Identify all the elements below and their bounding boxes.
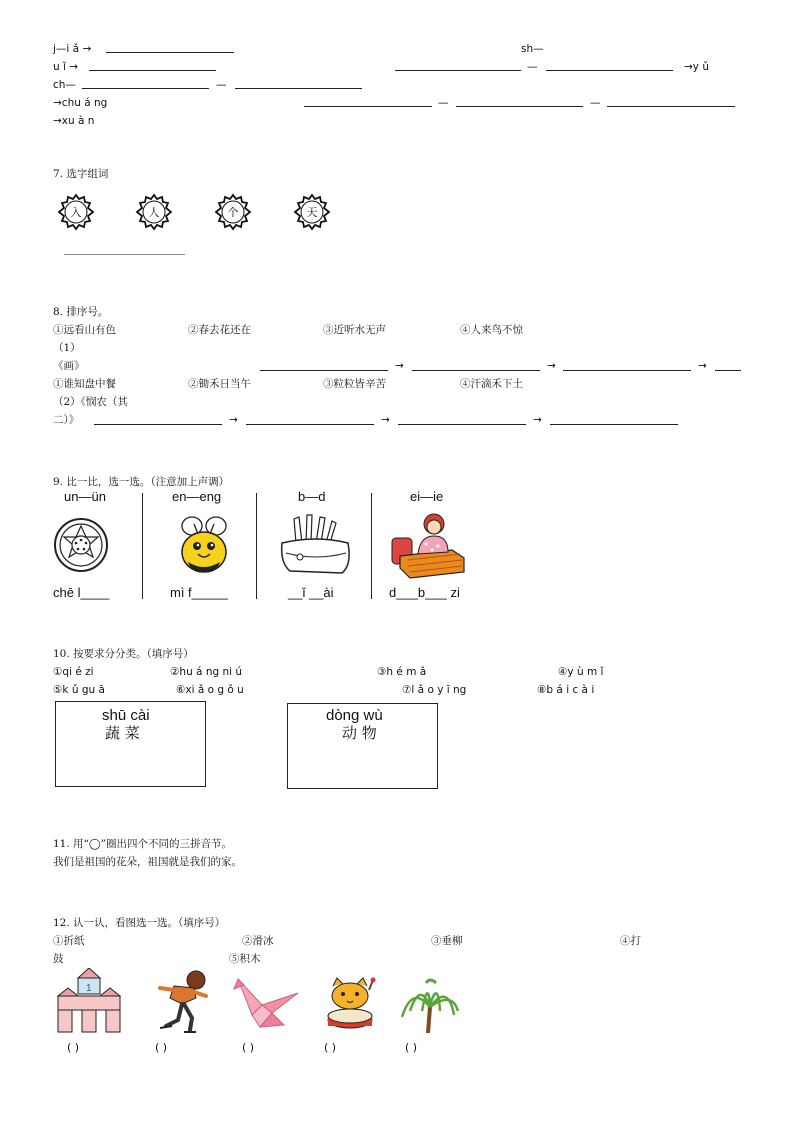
- answer-blank[interactable]: [64, 254, 185, 255]
- top-line-jia: j—i ǎ →: [53, 43, 92, 55]
- top-dash: —: [216, 79, 227, 91]
- q8-line: ②春去花还在: [188, 324, 251, 336]
- box-pinyin: shū cài: [102, 707, 150, 724]
- answer-blank[interactable]: [260, 370, 388, 371]
- q8-line: ④人来鸟不惊: [460, 324, 523, 336]
- q9-title: 9. 比一比，选一选。（注意加上声调）: [53, 476, 230, 488]
- flower-badge: [57, 193, 95, 231]
- q9-head: en—eng: [172, 489, 222, 504]
- arrow: →: [381, 414, 390, 426]
- q9-answer[interactable]: mì f_____: [170, 585, 228, 600]
- q7-char: 人: [148, 206, 160, 219]
- arrow: →: [395, 360, 404, 372]
- box-pinyin: dòng wù: [326, 707, 383, 724]
- q12-option: ④打: [620, 935, 641, 947]
- flower-badge: [135, 193, 173, 231]
- q8-line: ④汗滴禾下土: [460, 378, 523, 390]
- flower-badge: [293, 193, 331, 231]
- q9-answer[interactable]: chē l____: [53, 585, 110, 600]
- answer-blank[interactable]: [456, 106, 583, 107]
- answer-paren[interactable]: ( ): [324, 1041, 337, 1054]
- q7-title: 7. 选字组词: [53, 168, 109, 180]
- top-dash: —: [438, 97, 449, 109]
- q8-label: 《画》: [53, 360, 85, 372]
- q9-answer[interactable]: d___b___ zi: [389, 585, 460, 600]
- answer-blank[interactable]: [89, 70, 216, 71]
- answer-blank[interactable]: [398, 424, 526, 425]
- answer-blank[interactable]: [715, 370, 741, 371]
- top-sh: sh—: [521, 43, 544, 55]
- top-line-chuang: →chu á ng: [53, 97, 108, 109]
- bee-picture: [168, 512, 238, 584]
- wheel-picture: [53, 515, 109, 579]
- q10-option: ⑦l ǎ o y ī ng: [402, 684, 467, 696]
- q12-title: 12. 认一认，看图选一选。（填序号）: [53, 917, 226, 929]
- arrow: →: [547, 360, 556, 372]
- flower-badge: [214, 193, 252, 231]
- answer-blank[interactable]: [106, 52, 234, 53]
- top-dash: —: [527, 61, 538, 73]
- category-box-vegetables[interactable]: [55, 701, 206, 787]
- q10-option: ①qi é zi: [53, 666, 94, 678]
- willow-tree-picture: [398, 977, 460, 1039]
- category-box-animals[interactable]: [287, 703, 438, 789]
- drum-cat-picture: [321, 976, 379, 1040]
- q10-title: 10. 按要求分分类。（填序号）: [53, 648, 194, 660]
- girl-bed-picture: [390, 510, 466, 586]
- q12-option: ③垂柳: [431, 935, 463, 947]
- answer-blank[interactable]: [82, 88, 209, 89]
- q9-answer[interactable]: __ǐ __ài: [288, 585, 334, 600]
- answer-blank[interactable]: [246, 424, 374, 425]
- arrow: →: [698, 360, 707, 372]
- answer-blank[interactable]: [563, 370, 691, 371]
- q8-line: ①远看山有色: [53, 324, 116, 336]
- top-line-xuan: →xu à n: [53, 115, 95, 127]
- q9-head: ei—ie: [410, 489, 444, 504]
- answer-blank[interactable]: [304, 106, 432, 107]
- q12-option: ②滑冰: [242, 935, 274, 947]
- pencil-case-picture: [276, 513, 354, 581]
- arrow: →: [533, 414, 542, 426]
- q8-line: ②锄禾日当午: [188, 378, 251, 390]
- q8-title: 8. 排序号。: [53, 306, 109, 318]
- answer-blank[interactable]: [94, 424, 222, 425]
- q10-option: ⑤k ǔ gu ā: [53, 684, 105, 696]
- q7-char: 入: [70, 206, 82, 219]
- q9-head: un—ün: [64, 489, 106, 504]
- answer-blank[interactable]: [235, 88, 362, 89]
- q12-option-wrap: 鼓: [53, 953, 64, 965]
- building-blocks-picture: [56, 968, 122, 1038]
- q11-title: 11. 用“◯”圈出四个不同的三拼音节。: [53, 838, 233, 850]
- q8-line: ③近听水无声: [323, 324, 386, 336]
- answer-paren[interactable]: ( ): [155, 1041, 168, 1054]
- q12-option: ①折纸: [53, 935, 85, 947]
- q10-option: ④y ù m ǐ: [558, 666, 604, 678]
- q10-option: ⑥xi ǎ o g ǒ u: [176, 684, 244, 696]
- top-line-ui: u ǐ →: [53, 61, 79, 73]
- q7-char: 天: [306, 206, 318, 219]
- arrow: →: [229, 414, 238, 426]
- box-label: 动 物: [342, 724, 377, 742]
- q11-sentence[interactable]: 我们是祖国的花朵，祖国就是我们的家。: [53, 856, 242, 868]
- q8-label: （2）《悯农（其: [53, 396, 128, 408]
- answer-paren[interactable]: ( ): [242, 1041, 255, 1054]
- q12-option: ⑤积木: [229, 953, 261, 965]
- top-dash: —: [590, 97, 601, 109]
- q7-char: 个: [227, 206, 239, 219]
- q8-label: 二）》: [53, 414, 80, 426]
- divider: [371, 493, 372, 599]
- skater-picture: [152, 970, 210, 1040]
- top-yu: →y ǔ: [684, 61, 710, 73]
- q10-option: ③h é m ǎ: [377, 666, 427, 678]
- answer-blank[interactable]: [412, 370, 540, 371]
- q8-line: ①谁知盘中餐: [53, 378, 116, 390]
- q8-label: （1）: [53, 342, 81, 354]
- paper-crane-picture: [232, 975, 300, 1035]
- box-label: 蔬 菜: [105, 724, 140, 742]
- answer-blank[interactable]: [546, 70, 673, 71]
- q10-option: ②hu á ng ni ú: [170, 666, 243, 678]
- divider: [142, 493, 143, 599]
- q10-option: ⑧b á i c à i: [537, 684, 595, 696]
- q8-line: ③粒粒皆辛苦: [323, 378, 386, 390]
- q9-head: b—d: [298, 489, 326, 504]
- svg-text:1: 1: [86, 983, 92, 994]
- answer-blank[interactable]: [395, 70, 521, 71]
- answer-blank[interactable]: [607, 106, 735, 107]
- answer-paren[interactable]: ( ): [405, 1041, 418, 1054]
- answer-blank[interactable]: [550, 424, 678, 425]
- divider: [256, 493, 257, 599]
- answer-paren[interactable]: ( ): [67, 1041, 80, 1054]
- top-line-ch: ch—: [53, 79, 76, 91]
